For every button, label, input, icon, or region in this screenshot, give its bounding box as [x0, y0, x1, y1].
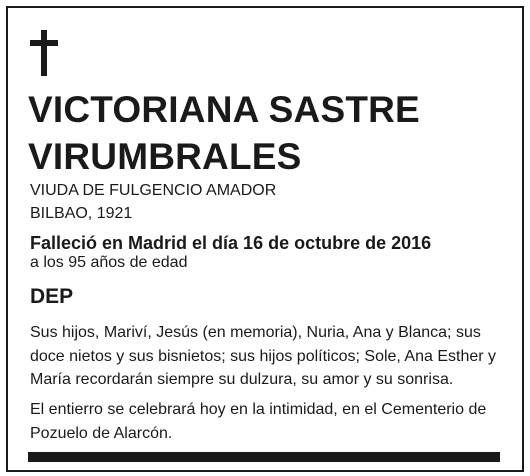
cross-icon: [30, 30, 58, 76]
funeral-line: Pozuelo de Alarcón.: [30, 424, 173, 442]
funeral-paragraph: [30, 398, 506, 445]
deceased-name-line-1: VICTORIANA SASTRE: [28, 89, 420, 130]
family-line: doce nietos y sus bisnietos; sus hijos políticos; Sole, Ana Esther y: [30, 347, 497, 365]
origin-text: BILBAO, 1921: [30, 205, 133, 222]
family-line: Sus hijos, Mariví, Jesús (en memoria), Nuria, Ana y Blanca; sus: [30, 324, 481, 341]
age-text: a los 95 años de edad: [30, 254, 188, 271]
bottom-rule: [28, 452, 500, 462]
family-paragraph: [30, 321, 506, 392]
deceased-name: [28, 86, 420, 180]
family-line: María recordarán siempre su dulzura, su amor y su sonrisa.: [30, 371, 454, 388]
deceased-name-line-2: VIRUMBRALES: [28, 136, 302, 177]
widow-of-text: VIUDA DE FULGENCIO AMADOR: [30, 182, 277, 199]
dep-heading: DEP: [30, 285, 74, 308]
funeral-line: El entierro se celebrará hoy en la intimidad, en el Cementerio de: [30, 401, 487, 418]
death-announcement: Falleció en Madrid el día 16 de octubre de 2016: [30, 233, 432, 253]
